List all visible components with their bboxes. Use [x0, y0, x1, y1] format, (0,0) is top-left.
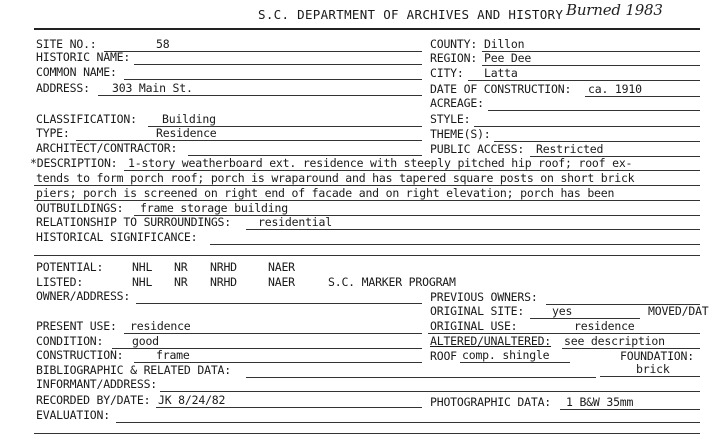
foundation-label: FOUNDATION:: [620, 349, 694, 363]
potential-nrhd: NRHD: [210, 260, 237, 274]
site-no-line: [104, 51, 422, 52]
description-line-3: piers; porch is screened on right end of facade and on right elevation; porch has been: [36, 186, 615, 200]
recorded-by-value: JK 8/24/82: [158, 393, 226, 407]
description-line-1: 1-story weatherboard ext. residence with steeply pitched hip roof; roof ex-: [128, 156, 633, 170]
date-construction-line: [585, 96, 700, 97]
construction-value: frame: [156, 348, 190, 362]
type-value: Residence: [156, 126, 217, 140]
site-no-value: 58: [156, 37, 170, 51]
present-use-line: [124, 333, 422, 334]
original-site-label: ORIGINAL SITE:: [430, 304, 525, 318]
original-use-value: residence: [574, 319, 635, 333]
section-divider: [34, 255, 700, 256]
recorded-by-label: RECORDED BY/DATE:: [36, 393, 151, 407]
condition-value: good: [132, 334, 159, 348]
common-name-line: [124, 79, 422, 80]
altered-label: ALTERED/UNALTERED:: [430, 334, 552, 348]
listed-naer: NAER: [268, 275, 295, 289]
original-use-label: ORIGINAL USE:: [430, 319, 518, 333]
site-no-label: SITE NO.:: [36, 37, 97, 51]
photographic-line: [560, 409, 700, 410]
outbuildings-value: frame storage building: [140, 201, 288, 215]
listed-nrhd: NRHD: [210, 275, 237, 289]
relationship-line: [246, 229, 700, 230]
style-line: [474, 126, 700, 127]
roof-value: comp. shingle: [462, 348, 550, 362]
foundation-line: [600, 376, 700, 377]
present-use-value: residence: [130, 319, 191, 333]
construction-label: CONSTRUCTION:: [36, 348, 124, 362]
historical-significance-label: HISTORICAL SIGNIFICANCE:: [36, 230, 198, 244]
handwritten-note: Burned 1983: [566, 1, 663, 19]
moved-label: MOVED/DAT: [648, 304, 709, 318]
date-construction-label: DATE OF CONSTRUCTION:: [430, 82, 572, 96]
bottom-rule: [34, 433, 700, 434]
region-value: Pee Dee: [484, 51, 532, 65]
foundation-value: brick: [636, 362, 670, 376]
condition-label: CONDITION:: [36, 334, 104, 348]
style-label: STYLE:: [430, 112, 471, 126]
potential-naer: NAER: [268, 260, 295, 274]
owner-label: OWNER/ADDRESS:: [36, 289, 131, 303]
description-label: *DESCRIPTION:: [30, 156, 118, 170]
historical-significance-line: [210, 244, 700, 245]
city-value: Latta: [484, 66, 518, 80]
listed-nr: NR: [174, 275, 188, 289]
historic-name-label: HISTORIC NAME:: [36, 50, 131, 64]
bibliographic-label: BIBLIOGRAPHIC & RELATED DATA:: [36, 363, 231, 377]
listed-nhl: NHL: [132, 275, 153, 289]
potential-nhl: NHL: [132, 260, 153, 274]
address-value: 303 Main St.: [112, 81, 193, 95]
acreage-label: ACREAGE:: [430, 96, 484, 110]
county-label: COUNTY:: [430, 37, 478, 51]
photographic-value: 1 B&W 35mm: [566, 395, 634, 409]
classification-label: CLASSIFICATION:: [36, 112, 137, 126]
description-rule-3: [34, 200, 700, 201]
present-use-label: PRESENT USE:: [36, 319, 117, 333]
relationship-label: RELATIONSHIP TO SURROUNDINGS:: [36, 215, 231, 229]
recorded-by-line: [156, 407, 422, 408]
architect-label: ARCHITECT/CONTRACTOR:: [36, 141, 178, 155]
roof-label: ROOF: [430, 349, 457, 363]
historic-name-line: [134, 64, 422, 65]
description-line-2: tends to form porch roof; porch is wraparound and has tapered square posts on short brick: [36, 171, 635, 185]
public-access-label: PUBLIC ACCESS:: [430, 142, 525, 156]
city-line: [468, 80, 700, 81]
classification-value: Building: [162, 112, 216, 126]
relationship-value: residential: [258, 215, 332, 229]
region-label: REGION:: [430, 51, 478, 65]
previous-owners-label: PREVIOUS OWNERS:: [430, 290, 538, 304]
public-access-value: Restricted: [536, 142, 604, 156]
photographic-label: PHOTOGRAPHIC DATA:: [430, 395, 552, 409]
owner-line: [136, 303, 422, 304]
city-label: CITY:: [430, 66, 464, 80]
acreage-line: [488, 110, 700, 111]
informant-line: [160, 391, 700, 392]
informant-label: INFORMANT/ADDRESS:: [36, 377, 158, 391]
evaluation-label: EVALUATION:: [36, 408, 110, 422]
altered-value: see description: [564, 334, 665, 348]
common-name-label: COMMON NAME:: [36, 65, 117, 79]
address-line: [98, 95, 422, 96]
roof-line: [460, 362, 570, 363]
bibliographic-line: [246, 377, 596, 378]
type-label: TYPE:: [36, 126, 70, 140]
evaluation-line: [116, 422, 700, 423]
county-value: Dillon: [484, 37, 525, 51]
outbuildings-label: OUTBUILDINGS:: [36, 201, 124, 215]
date-construction-value: ca. 1910: [588, 82, 642, 96]
listed-label: LISTED:: [36, 275, 84, 289]
form-header-title: S.C. DEPARTMENT OF ARCHIVES AND HISTORY: [258, 7, 564, 22]
address-label: ADDRESS:: [36, 81, 90, 95]
potential-label: POTENTIAL:: [36, 260, 104, 274]
potential-nr: NR: [174, 260, 188, 274]
themes-label: THEME(S):: [430, 127, 491, 141]
original-site-value: yes: [552, 304, 573, 318]
marker-program: S.C. MARKER PROGRAM: [328, 275, 456, 289]
header-rule: [34, 28, 700, 30]
